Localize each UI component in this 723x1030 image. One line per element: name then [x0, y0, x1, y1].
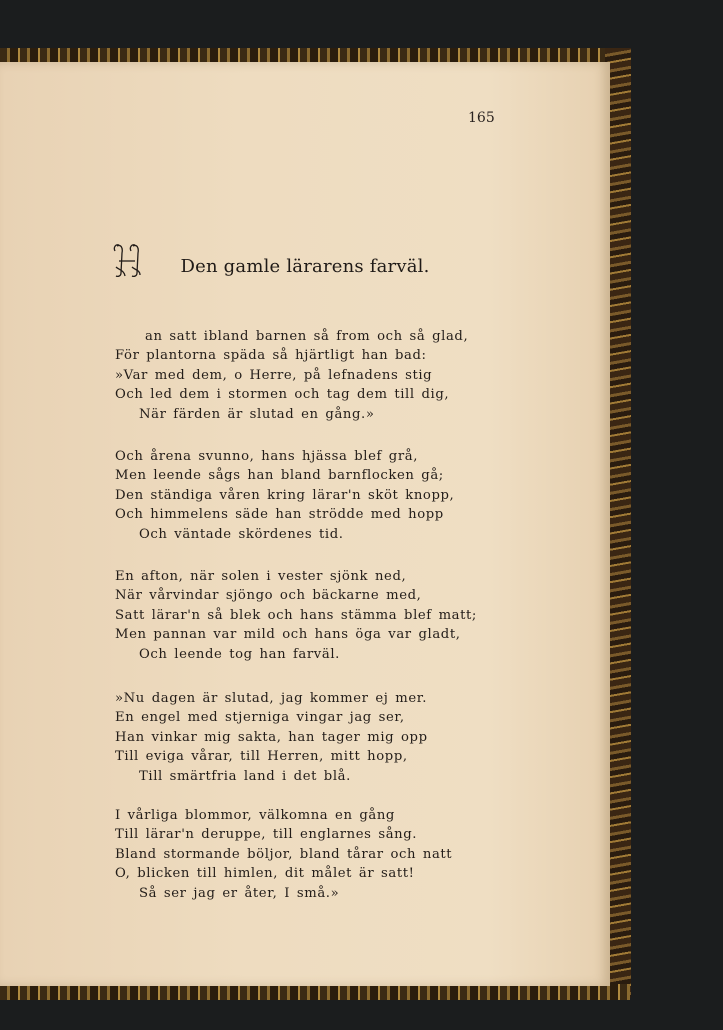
stanza-5	[115, 806, 585, 903]
poem-line: O, blicken till himlen, dit målet är satt!	[115, 866, 415, 882]
poem-line: För plantorna späda så hjärtligt han bad:	[115, 348, 427, 364]
poem-line: Bland stormande böljor, bland tårar och natt	[115, 846, 453, 862]
poem-line: En afton, när solen i vester sjönk ned,	[115, 569, 407, 584]
poem-line: Och årena svunno, hans hjässa blef grå,	[115, 449, 419, 464]
poem-line: Satt lärar'n så blek och hans stämma blef matt;	[115, 607, 477, 623]
poem-line: Och himmelens säde han strödde med hopp	[115, 507, 444, 523]
poem-line: »Nu dagen är slutad, jag kommer ej mer.	[115, 691, 428, 706]
poem-line: Och led dem i stormen och tag dem till dig,	[115, 387, 450, 403]
poem-line: Till lärar'n deruppe, till englarnes sång.	[115, 827, 418, 843]
poem-line: Den ständiga våren kring lärar'n sköt knopp,	[115, 487, 455, 503]
poem-line: En engel med stjerniga vingar jag ser,	[115, 710, 405, 726]
poem-line: Så ser jag er åter, I små.»	[139, 885, 340, 901]
stanza-2	[115, 447, 585, 544]
drop-cap-h	[113, 243, 141, 279]
poem-line: I vårliga blommor, välkomna en gång	[115, 808, 395, 823]
svg-text:H: H	[124, 260, 130, 267]
poem-line: an satt ibland barnen så from och så glad,	[145, 329, 469, 344]
poem-line: Och leende tog han farväl.	[139, 646, 340, 662]
poem-line: När färden är slutad en gång.»	[139, 406, 375, 422]
stanza-4	[115, 689, 585, 786]
book-bottom-edge	[0, 984, 630, 1000]
poem-line: Och väntade skördenes tid.	[139, 526, 344, 542]
poem-line: Till smärtfria land i det blå.	[139, 768, 351, 784]
poem-line: När vårvindar sjöngo och bäckarne med,	[115, 588, 422, 604]
page-number: 165	[468, 110, 495, 126]
poem-line: »Var med dem, o Herre, på lefnadens stig	[115, 367, 433, 383]
poem-line: Men leende sågs han bland barnflocken gå;	[115, 468, 444, 484]
poem-line: Till eviga vårar, till Herren, mitt hopp,	[115, 749, 408, 765]
poem-line: Men pannan var mild och hans öga var gladt,	[115, 627, 461, 643]
poem-line: Han vinkar mig sakta, han tager mig opp	[115, 729, 428, 745]
stanza-3	[115, 567, 585, 664]
stanza-1	[115, 327, 585, 424]
poem-title: Den gamle lärarens farväl.	[180, 256, 430, 277]
